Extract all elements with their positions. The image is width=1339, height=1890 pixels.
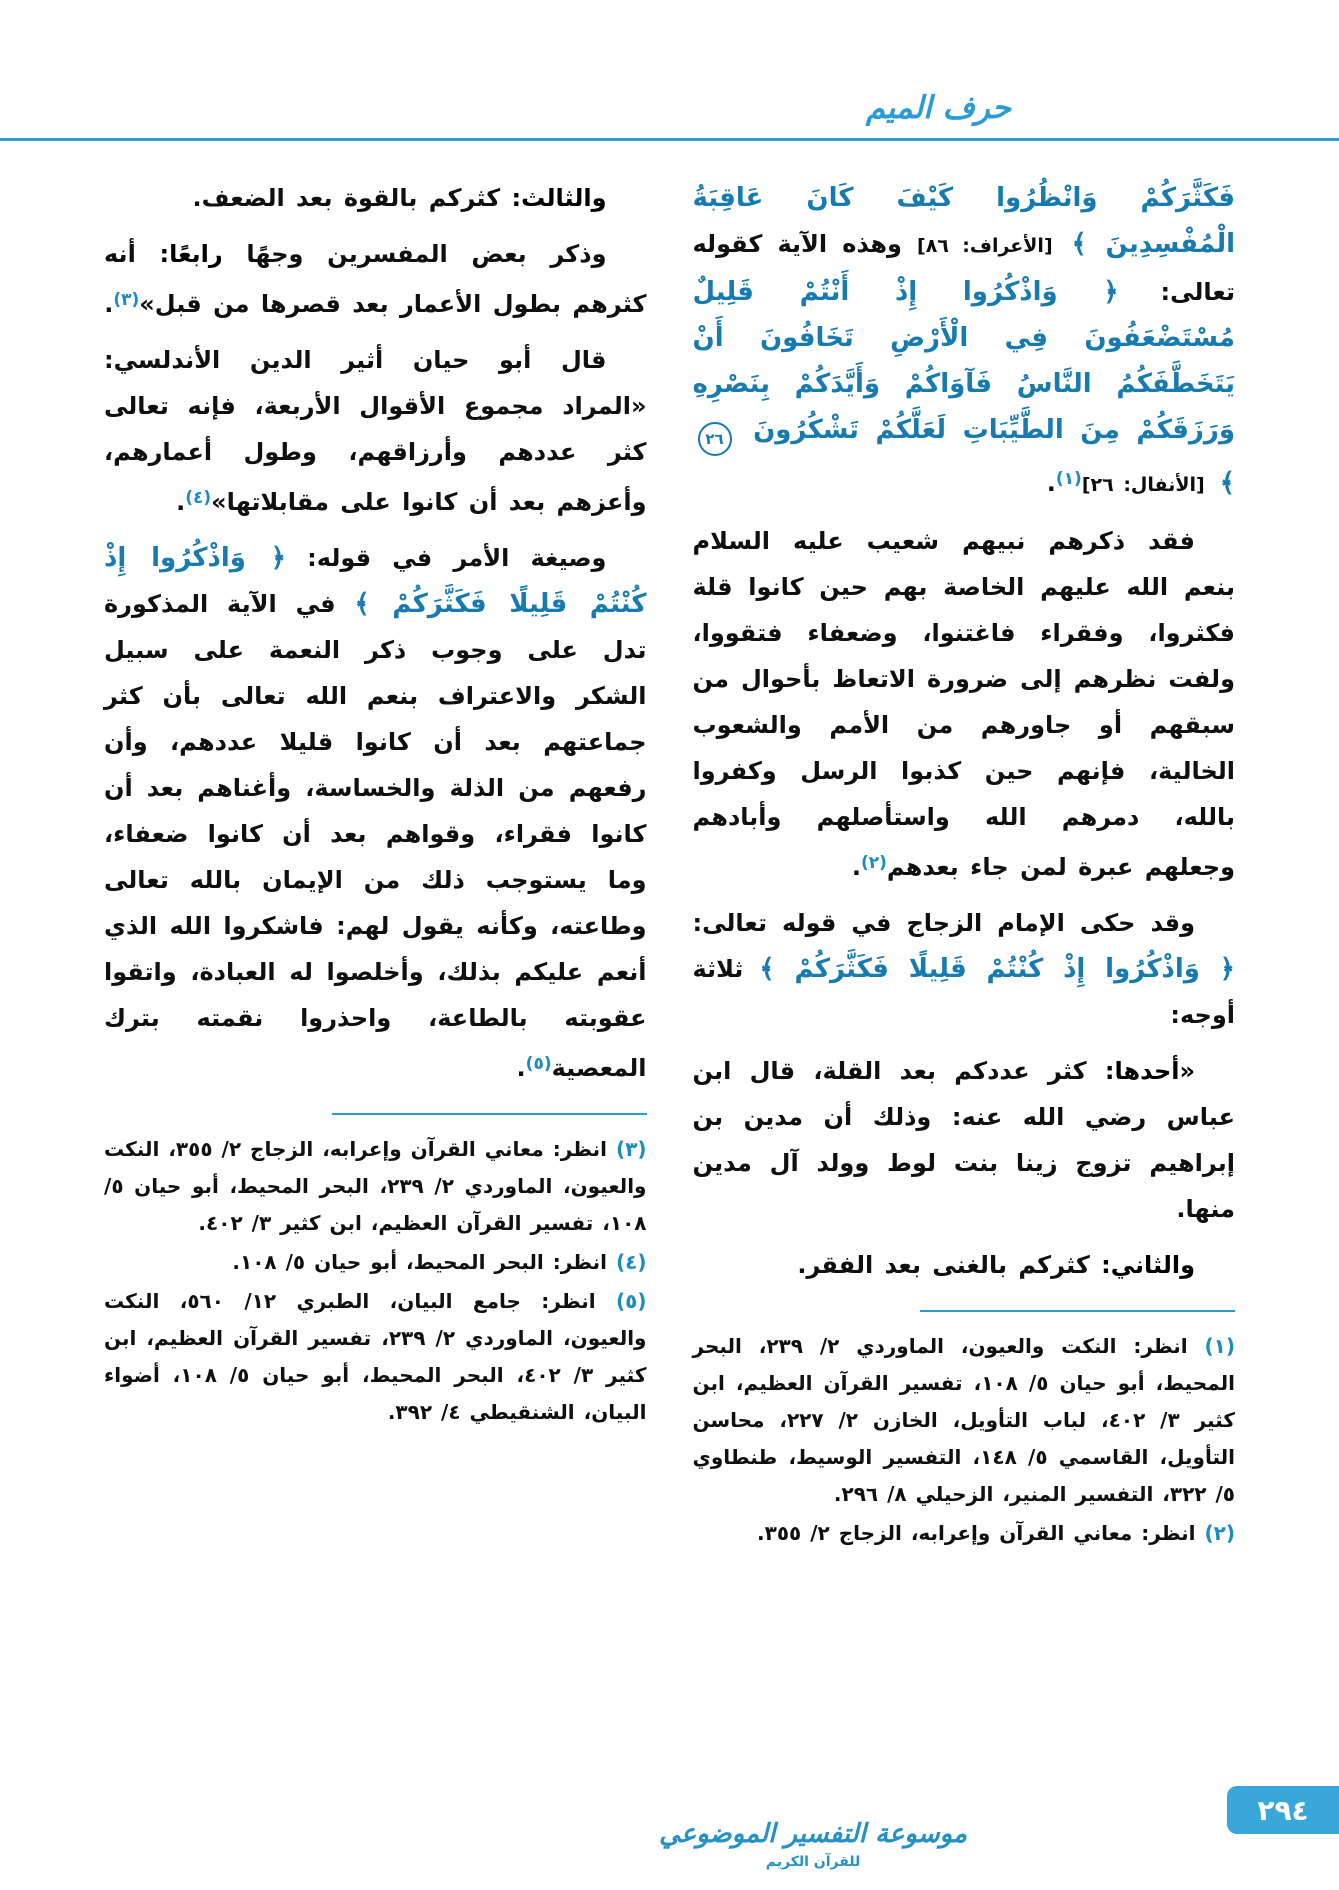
footnote-marker: (١) <box>1055 469 1082 489</box>
paragraph <box>104 175 647 221</box>
body-text: فقد ذكرهم نبيهم شعيب عليه السلام بنعم الله عليهم الخاصة بهم حين كانوا قلة فكثروا، وفقراء فاغتنوا، وضعفاء فتقووا، ولفت نظرهم إلى ضرورة الاتعاظ بأحوال من سبقهم أو جاورهم من الأمم والشعوب الخالية، فإنهم حين كذبوا الرسل وكفروا بالله، دمرهم الله واستأصلهم وأبادهم وجعلهم عبرة لمن جاء بعدهم <box>692 527 1235 881</box>
paragraph <box>693 1048 1236 1232</box>
page-header <box>0 0 1339 141</box>
body-text: . <box>1046 469 1056 497</box>
paragraph <box>693 1242 1236 1288</box>
body-text: في الآية المذكورة تدل على وجوب ذكر النعمة على سبيل الشكر والاعتراف بنعم الله تعالى بأن كثر جماعتهم بعد أن كانوا قليلا عددهم، وأن رفعهم من الذلة والخساسة، وأغناهم بعد أن كانوا فقراء، وقواهم بعد أن كانوا ضعفاء، وما يستوجب ذلك من الإيمان بالله تعالى وطاعته، وكأنه يقول لهم: فاشكروا الله الذي أنعم عليكم بذلك، وأخلصوا له العبادة، واتقوا عقوبته بالطاعة، واحذروا نقمته بترك المعصية <box>104 590 647 1082</box>
column-left <box>104 175 647 1433</box>
footnote-number: (٤) <box>607 1250 647 1274</box>
body-text: . <box>851 853 861 881</box>
footnote <box>104 1283 647 1431</box>
body-text: قال أبو حيان أثير الدين الأندلسي: «المراد مجموع الأقوال الأربعة، فإنه تعالى كثر عددهم وأرزاقهم، وطول أعمارهم، وأعزهم بعد أن كانوا على مقابلاتها» <box>104 346 647 516</box>
quran-verse-text: ﴾ <box>1204 468 1235 498</box>
footnote-number: (٥) <box>595 1289 647 1313</box>
emphasis-text: والثاني: <box>1101 1251 1195 1279</box>
paragraph <box>693 900 1236 1038</box>
verse-reference: [الأنفال: ٢٦] <box>1081 474 1205 496</box>
footnote-text: انظر: معاني القرآن وإعرابه، الزجاج ٢/ ٣٥٥، النكت والعيون، الماوردي ٢/ ٢٣٩، البحر المحيط، أبو حيان ٥/ ١٠٨، تفسير القرآن العظيم، ابن كثير ٣/ ٤٠٢. <box>104 1137 647 1235</box>
column-left-text <box>104 175 647 1091</box>
body-text: . <box>516 1054 526 1082</box>
paragraph <box>104 535 647 1091</box>
ayah-number-badge: ٢٦ <box>698 422 732 456</box>
emphasis-text: رابعًا: <box>159 240 223 268</box>
body-text: وذكر بعض المفسرين وجهًا <box>222 240 607 268</box>
body-text: كثركم بالغنى بعد الفقر. <box>797 1251 1102 1279</box>
body-text: وهذه الآية كقوله تعالى: <box>692 230 1235 306</box>
paragraph <box>104 231 647 327</box>
quran-verse-text: ﴿ وَاذْكُرُوا إِذْ كُنْتُمْ قَلِيلًا فَكَثَّرَكُمْ ﴾ <box>759 954 1235 984</box>
paragraph <box>693 175 1236 508</box>
verse-reference: [الأعراف: ٨٦] <box>917 235 1053 257</box>
body-text: أنه كثرهم بطول الأعمار بعد قصرها من قبل» <box>104 240 647 318</box>
footnote-marker: (٣) <box>113 290 140 310</box>
footnote-separator <box>920 1310 1235 1312</box>
chapter-heading: حرف الميم <box>865 90 1011 126</box>
quran-verse-text: ﴿ وَاذْكُرُوا إِذْ كُنْتُمْ قَلِيلًا فَكَثَّرَكُمْ ﴾ <box>104 543 647 619</box>
column-right-footnotes <box>693 1328 1236 1552</box>
footnote-number: (٣) <box>606 1137 647 1161</box>
quran-verse-text: فَكَثَّرَكُمْ وَانْظُرُوا كَيْفَ كَانَ عَاقِبَةُ الْمُفْسِدِينَ ﴾ <box>692 183 1235 259</box>
paragraph <box>693 518 1236 890</box>
page-body <box>0 141 1339 1554</box>
footnote-marker: (٢) <box>860 853 887 873</box>
footnote-text: انظر: البحر المحيط، أبو حيان ٥/ ١٠٨. <box>232 1250 608 1274</box>
emphasis-text: «أحدها: <box>1104 1057 1195 1085</box>
page-number-badge: ٢٩٤ <box>1227 1786 1339 1834</box>
quran-verse-text: ﴿ وَاذْكُرُوا إِذْ أَنْتُمْ قَلِيلٌ مُسْتَضْعَفُونَ فِي الْأَرْضِ تَخَافُونَ أَنْ يَتَخَطَّفَكُمُ النَّاسُ فَآوَاكُمْ وَأَيَّدَكُمْ بِنَصْرِهِ وَرَزَقَكُمْ مِنَ الطَّيِّبَاتِ لَعَلَّكُمْ تَشْكُرُونَ <box>692 277 1235 445</box>
body-text: وقد حكى الإمام الزجاج في قوله تعالى: <box>692 909 1195 937</box>
footnote <box>693 1328 1236 1513</box>
publisher-logo <box>659 1820 967 1870</box>
footnote-marker: (٥) <box>525 1054 552 1074</box>
body-text: كثركم بالقوة بعد الضعف. <box>192 184 512 212</box>
paragraph <box>104 337 647 525</box>
footnote-number: (٢) <box>1195 1521 1235 1545</box>
publisher-logo-title: موسوعة التفسير الموضوعي <box>659 1819 967 1850</box>
footnote-text: انظر: النكت والعيون، الماوردي ٢/ ٢٣٩، البحر المحيط، أبو حيان ٥/ ١٠٨، تفسير القرآن العظيم، ابن كثير ٣/ ٤٠٢، لباب التأويل، الخازن ٢/ ٢٢٧، محاسن التأويل، القاسمي ٥/ ١٤٨، التفسير الوسيط، طنطاوي ٥/ ٣٢٢، التفسير المنير، الزحيلي ٨/ ٢٩٦. <box>692 1334 1235 1506</box>
emphasis-text: والثالث: <box>511 184 607 212</box>
publisher-logo-subtitle: للقرآن الكريم <box>765 1853 861 1870</box>
body-text: كثر عددكم بعد القلة، قال ابن عباس رضي الله عنه: وذلك أن مدين بن إبراهيم تزوج زينا بنت لوط وولد آل مدين منها. <box>692 1057 1235 1223</box>
footnote-number: (١) <box>1187 1334 1235 1358</box>
body-text: . <box>176 488 186 516</box>
body-text: وصيغة الأمر في قوله: <box>286 544 607 572</box>
footnote <box>693 1515 1236 1552</box>
column-left-footnotes <box>104 1131 647 1431</box>
column-right-text <box>693 175 1236 1288</box>
footnote-marker: (٤) <box>185 488 212 508</box>
body-text: ثلاثة أوجه: <box>692 955 1235 1029</box>
footnote <box>104 1131 647 1242</box>
body-text: . <box>104 290 114 318</box>
footnote-text: انظر: جامع البيان، الطبري ١٢/ ٥٦٠، النكت والعيون، الماوردي ٢/ ٢٣٩، تفسير القرآن العظيم، ابن كثير ٣/ ٤٠٢، البحر المحيط، أبو حيان ٥/ ١٠٨، أضواء البيان، الشنقيطي ٤/ ٣٩٢. <box>104 1289 647 1424</box>
column-right <box>693 175 1236 1554</box>
footnote-separator <box>332 1113 647 1115</box>
footnote <box>104 1244 647 1281</box>
footnote-text: انظر: معاني القرآن وإعرابه، الزجاج ٢/ ٣٥٥. <box>757 1521 1196 1545</box>
